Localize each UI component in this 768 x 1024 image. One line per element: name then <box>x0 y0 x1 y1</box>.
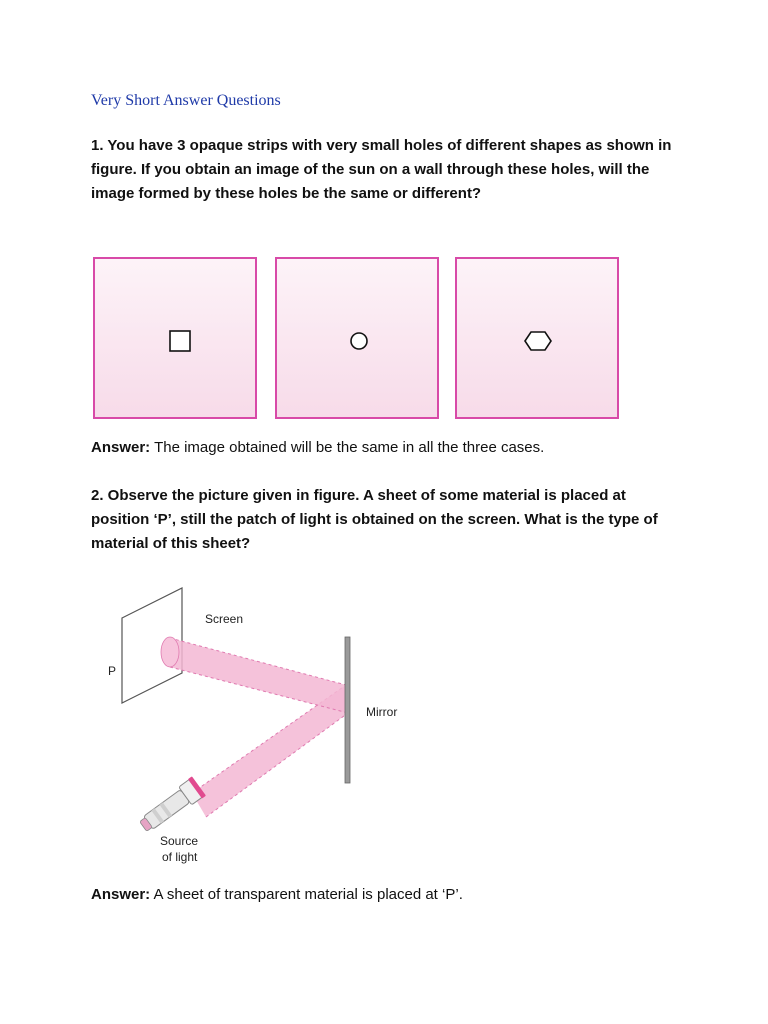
light-patch <box>161 637 179 667</box>
mirror-label: Mirror <box>366 705 398 719</box>
question-2: 2. Observe the picture given in figure. A sheet of some material is placed at position ‘P’, still the patch of light is obtained on the screen. What is the type of material of this sheet? <box>91 487 658 552</box>
hole-strips-figure <box>93 257 623 421</box>
circle-hole-icon <box>351 333 367 349</box>
answer-2 <box>91 884 691 906</box>
question-1: 1. You have 3 opaque strips with very small holes of different shapes as shown in figure. If you obtain an image of the sun on a wall through these holes, will the image formed by these holes be the same or different? <box>91 137 672 202</box>
torch-icon <box>136 776 206 836</box>
answer-text: The image obtained will be the same in all the three cases. <box>150 439 545 456</box>
answer-label: Answer: <box>91 886 151 903</box>
answer-text: A sheet of transparent material is placed at ‘P’. <box>150 886 463 903</box>
answer-label: Answer: <box>91 439 151 456</box>
hexagon-hole-icon <box>525 332 551 350</box>
section-heading: Very Short Answer Questions <box>91 92 281 109</box>
source-label-line2: of light <box>162 850 198 864</box>
p-label: P <box>108 664 117 678</box>
strip-circle-hole <box>275 257 439 419</box>
light-reflection-figure <box>100 585 430 875</box>
beam-to-screen <box>170 638 348 713</box>
answer-1 <box>91 437 691 459</box>
strip-square-hole <box>93 257 257 419</box>
screen-label: Screen <box>205 612 244 626</box>
square-hole-icon <box>170 331 190 351</box>
strip-hexagon-hole <box>455 257 619 419</box>
source-label-line1: Source <box>160 834 199 848</box>
mirror <box>345 637 350 783</box>
